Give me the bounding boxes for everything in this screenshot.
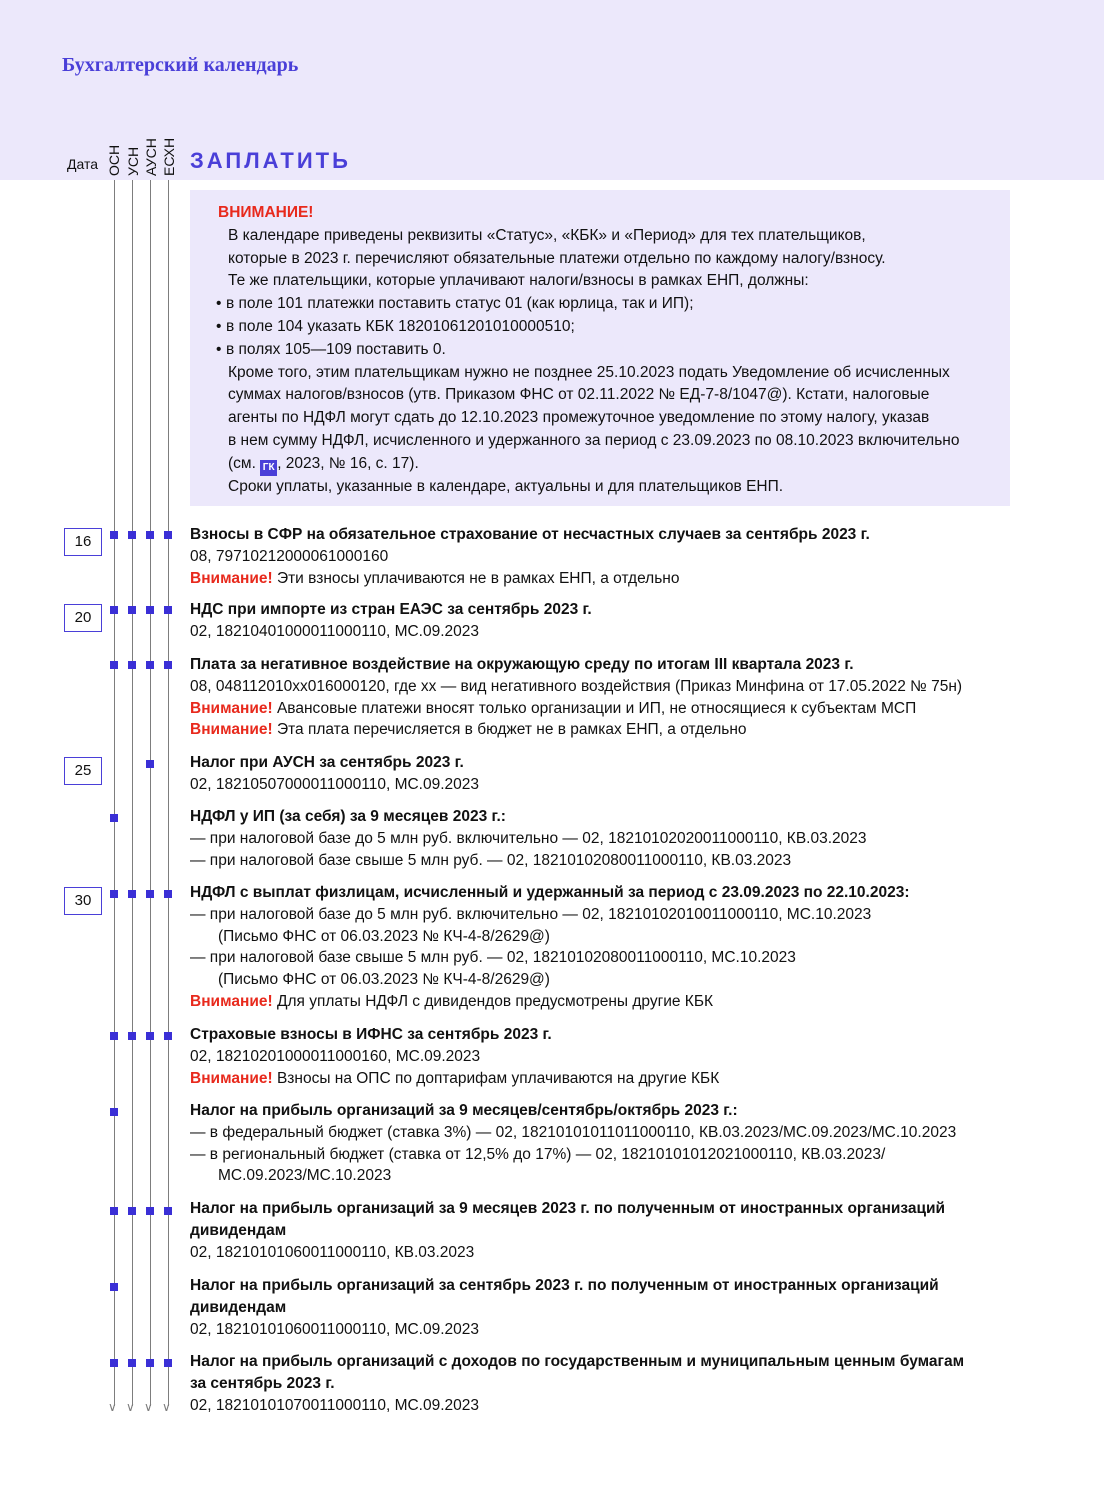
marker-usn [128, 606, 136, 614]
entry-note: (Письмо ФНС от 06.03.2023 № КЧ-4-8/2629@) [218, 971, 550, 989]
date-box: 25 [64, 757, 102, 785]
calendar-entry [190, 1275, 1050, 1340]
entry-item: — в федеральный бюджет (ставка 3%) — 02, 18210101011011000110, КВ.03.2023/МС.09.2023/МС.10.2023 [190, 1123, 957, 1141]
entry-title: НДФЛ у ИП (за себя) за 9 месяцев 2023 г.: [190, 808, 506, 825]
entry-title: Плата за негативное воздействие на окружающую среду по итогам III квартала 2023 г. [190, 656, 854, 673]
calendar-entry [190, 882, 1050, 1013]
marker-eshn [164, 890, 172, 898]
timeline-eshn [168, 180, 169, 1406]
calendar-entry [190, 1024, 1050, 1089]
entry-warning: Внимание! Для уплаты НДФЛ с дивидендов предусмотрены другие КБК [190, 992, 714, 1010]
entry-title: НДС при импорте из стран ЕАЭС за сентябрь 2023 г. [190, 601, 592, 618]
marker-usn [128, 1032, 136, 1040]
marker-usn [128, 890, 136, 898]
marker-ausn [146, 890, 154, 898]
timeline-usn [132, 180, 133, 1406]
marker-usn [128, 1359, 136, 1367]
entry-requisites: 02, 18210401000011000110, МС.09.2023 [190, 622, 480, 640]
entry-warning: Внимание! Эта плата перечисляется в бюджет не в рамках ЕНП, а отдельно [190, 721, 747, 739]
entry-title: Налог на прибыль организаций с доходов по государственным и муниципальным ценным бумагам [190, 1353, 965, 1370]
notice-text: В календаре приведены реквизиты «Статус», «КБК» и «Период» для тех плательщиков, [228, 226, 866, 244]
marker-osn [110, 531, 118, 539]
marker-eshn [164, 661, 172, 669]
marker-osn [110, 1032, 118, 1040]
entry-title: НДФЛ с выплат физлицам, исчисленный и удержанный за период с 23.09.2023 по 22.10.2023: [190, 884, 910, 901]
entry-item: — при налоговой базе до 5 млн руб. включительно — 02, 18210102020011000110, КВ.03.2023 [190, 829, 867, 847]
entry-warning: Внимание! Эти взносы уплачиваются не в рамках ЕНП, а отдельно [190, 569, 680, 587]
chevron-down-icon: ∨ [126, 1400, 135, 1414]
marker-eshn [164, 1359, 172, 1367]
entry-requisites: 02, 18210101060011000110, МС.09.2023 [190, 1320, 480, 1338]
notice-title: ВНИМАНИЕ! [218, 204, 314, 221]
entry-warning: Внимание! Авансовые платежи вносят только организации и ИП, не относящиеся к субъектам МСП [190, 699, 917, 717]
column-header-date: Дата [67, 156, 99, 172]
marker-ausn [146, 760, 154, 768]
entry-item: — при налоговой базе свыше 5 млн руб. — 02, 18210102080011000110, МС.10.2023 [190, 949, 796, 967]
column-header-eshn: ЕСХН [161, 137, 177, 176]
entry-requisites: 02, 18210101070011000110, МС.09.2023 [190, 1396, 480, 1414]
chevron-down-icon: ∨ [108, 1400, 117, 1414]
gk-logo-icon: ГК [260, 460, 277, 476]
calendar-entry [190, 654, 1050, 741]
entry-requisites: 02, 18210507000011000110, МС.09.2023 [190, 775, 480, 793]
marker-eshn [164, 1032, 172, 1040]
entry-title: Налог при АУСН за сентябрь 2023 г. [190, 754, 464, 771]
column-header-usn: УСН [125, 146, 141, 176]
entry-title: Страховые взносы в ИФНС за сентябрь 2023 г. [190, 1026, 552, 1043]
column-header-osn: ОСН [106, 144, 122, 176]
notice-text: суммах налогов/взносов (утв. Приказом ФНС от 02.11.2022 № ЕД-7-8/1047@). Кстати, налоговые [228, 386, 930, 404]
marker-usn [128, 661, 136, 669]
entry-item: — при налоговой базе свыше 5 млн руб. — 02, 18210102080011000110, КВ.03.2023 [190, 851, 792, 869]
entry-requisites: 08, 79710212000061000160 [190, 547, 389, 565]
notice-text: Те же плательщики, которые уплачивают налоги/взносы в рамках ЕНП, должны: [228, 272, 809, 290]
entry-note: МС.09.2023/МС.10.2023 [218, 1167, 392, 1185]
notice-reference: (см. ГК , 2023, № 16, с. 17). [216, 453, 990, 476]
entry-requisites: 08, 048112010хх016000120, где хх — вид негативного воздействия (Приказ Минфина от 17.05.2022 № 75н) [190, 677, 963, 695]
calendar-entry [190, 1198, 1050, 1263]
calendar-entry [190, 806, 1050, 871]
timeline-ausn [150, 180, 151, 1406]
notice-bullet: • в поле 104 указать КБК 18201061201010000510; [216, 316, 990, 339]
column-header-ausn: АУСН [143, 138, 159, 176]
entry-title: Налог на прибыль организаций за сентябрь 2023 г. по полученным от иностранных организаций [190, 1277, 939, 1294]
marker-osn [110, 606, 118, 614]
notice-text: в нем сумму НДФЛ, исчисленного и удержанного за период с 23.09.2023 по 08.10.2023 включительно [228, 431, 960, 449]
marker-osn [110, 890, 118, 898]
date-box: 30 [64, 887, 102, 915]
calendar-entry [190, 752, 1050, 796]
timeline-osn [114, 180, 115, 1406]
marker-eshn [164, 606, 172, 614]
marker-usn [128, 1207, 136, 1215]
notice-bullet: • в полях 105—109 поставить 0. [216, 339, 990, 362]
notice-text: Сроки уплаты, указанные в календаре, актуальны и для плательщиков ЕНП. [228, 477, 784, 495]
calendar-entry [190, 1100, 1050, 1187]
entry-note: (Письмо ФНС от 06.03.2023 № КЧ-4-8/2629@) [218, 927, 550, 945]
date-box: 16 [64, 528, 102, 556]
date-box: 20 [64, 604, 102, 632]
entry-requisites: 02, 18210201000011000160, МС.09.2023 [190, 1047, 481, 1065]
entry-title: дивидендам [190, 1298, 287, 1316]
entry-title: за сентябрь 2023 г. [190, 1374, 335, 1392]
marker-osn [110, 1207, 118, 1215]
entry-item: — в региональный бюджет (ставка от 12,5% до 17%) — 02, 18210101012021000110, КВ.03.2023/ [190, 1145, 886, 1163]
marker-osn [110, 1108, 118, 1116]
marker-eshn [164, 531, 172, 539]
marker-ausn [146, 1359, 154, 1367]
entry-title: Налог на прибыль организаций за 9 месяцев 2023 г. по полученным от иностранных организаций [190, 1200, 946, 1217]
marker-eshn [164, 1207, 172, 1215]
entry-item: — при налоговой базе до 5 млн руб. включительно — 02, 18210102010011000110, МС.10.2023 [190, 905, 872, 923]
notice-text: которые в 2023 г. перечисляют обязательные платежи отдельно по каждому налогу/взносу. [228, 249, 886, 267]
marker-ausn [146, 1032, 154, 1040]
calendar-entry [190, 599, 1050, 643]
chevron-down-icon: ∨ [162, 1400, 171, 1414]
section-title: ЗАПЛАТИТЬ [190, 148, 351, 173]
marker-ausn [146, 606, 154, 614]
entry-requisites: 02, 18210101060011000110, КВ.03.2023 [190, 1243, 475, 1261]
calendar-entry [190, 524, 1050, 589]
page-title: Бухгалтерский календарь [62, 54, 299, 76]
marker-ausn [146, 1207, 154, 1215]
entry-warning: Внимание! Взносы на ОПС по доптарифам уплачиваются на другие КБК [190, 1069, 720, 1087]
notice-text: агенты по НДФЛ могут сдать до 12.10.2023 промежуточное уведомление по этому налогу, указав [228, 409, 930, 427]
marker-ausn [146, 661, 154, 669]
notice-panel [190, 190, 1010, 506]
chevron-down-icon: ∨ [144, 1400, 153, 1414]
calendar-entry [190, 1351, 1050, 1416]
marker-osn [110, 661, 118, 669]
entry-title: Налог на прибыль организаций за 9 месяцев/сентябрь/октябрь 2023 г.: [190, 1102, 738, 1119]
marker-osn [110, 1359, 118, 1367]
marker-osn [110, 814, 118, 822]
notice-text: Кроме того, этим плательщикам нужно не позднее 25.10.2023 подать Уведомление об исчисленных [228, 363, 950, 381]
notice-bullet: • в поле 101 платежки поставить статус 01 (как юрлица, так и ИП); [216, 293, 990, 316]
marker-usn [128, 531, 136, 539]
marker-osn [110, 1283, 118, 1291]
marker-ausn [146, 531, 154, 539]
entry-title: дивидендам [190, 1221, 287, 1239]
entry-title: Взносы в СФР на обязательное страхование от несчастных случаев за сентябрь 2023 г. [190, 526, 870, 543]
